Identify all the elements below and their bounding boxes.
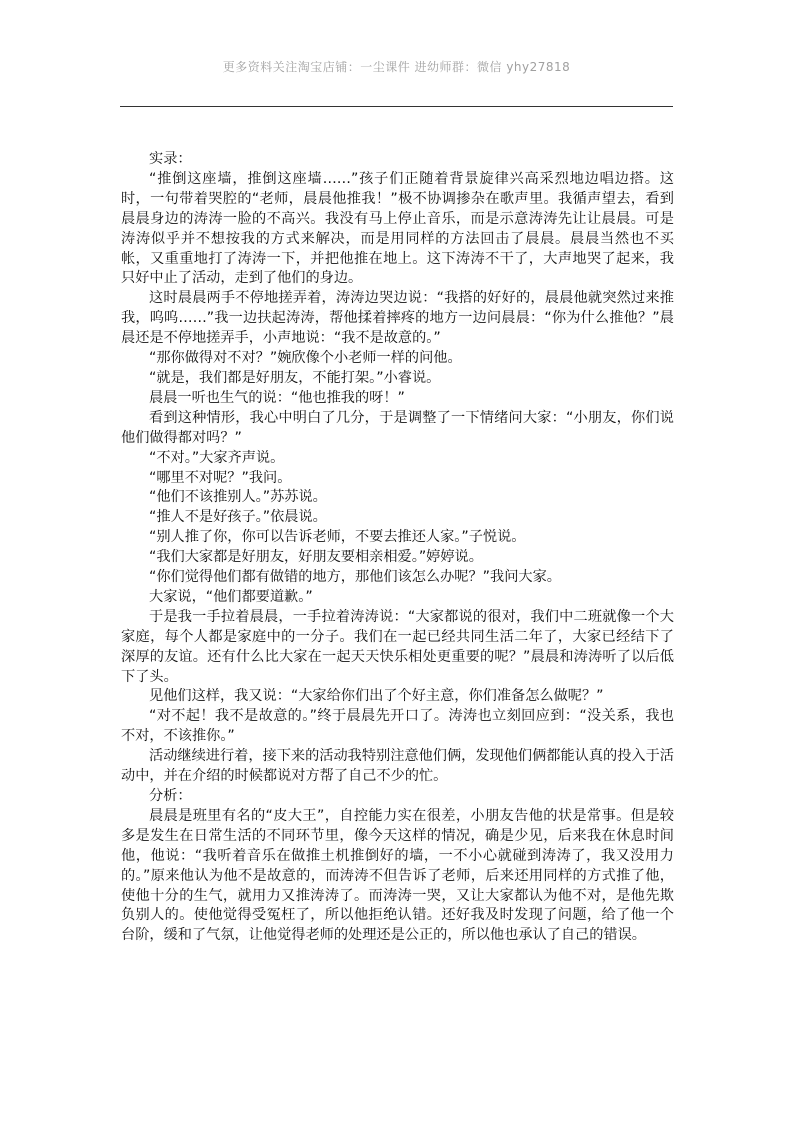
- paragraph: 晨晨一听也生气的说：“他也推我的呀！”: [149, 389, 405, 406]
- header-note: 更多资料关注淘宝店铺：一尘课件 进幼师群：微信 yhy27818: [222, 60, 571, 74]
- paragraph: “我们大家都是好朋友，好朋友要相亲相爱。”婷婷说。: [149, 549, 483, 566]
- paragraph: “别人推了你，你可以告诉老师，不要去推还人家。”子悦说。: [149, 529, 526, 546]
- paragraph: “推倒这座墙，推倒这座墙……”孩子们正随着背景旋律兴高采烈地边唱边搭。这时，一句带着哭腔的“老师，晨晨他推我！”极不协调掺杂在歌声里。我循声望去，看到晨晨身边的涛涛一脸的不高兴。我没有马上停止音乐，而是示意涛涛先让让晨晨。可是涛涛似乎并不想按我的方式来解决，而是用同样的方法回击了晨晨。晨晨当然也不买帐，又重重地打了涛涛一下，并把他推在地上。这下涛涛不干了，大声地哭了起来，我只好中止了活动，走到了他们的身边。: [121, 170, 674, 287]
- paragraph: “不对。”大家齐声说。: [149, 449, 285, 466]
- paragraph: “就是，我们都是好朋友，不能打架。”小睿说。: [149, 369, 441, 386]
- paragraph: “你们觉得他们都有做错的地方，那他们该怎么办呢？”我问大家。: [149, 569, 561, 586]
- paragraph: 这时晨晨两手不停地搓弄着，涛涛边哭边说：“我搭的好好的，晨晨他就突然过来推我，呜呜……”我一边扶起涛涛，帮他揉着摔疼的地方一边问晨晨：“你为什么推他？”晨晨还是不停地搓弄手，小声地说：“我不是故意的。”: [121, 290, 674, 347]
- paragraph: “对不起！我不是故意的。”终于晨晨先开口了。涛涛也立刻回应到：“没关系，我也不对，不该推你。”: [121, 708, 674, 745]
- paragraph: “那你做得对不对？”婉欣像个小老师一样的问他。: [149, 350, 462, 367]
- paragraph: 于是我一手拉着晨晨，一手拉着涛涛说：“大家都说的很对，我们中二班就像一个大家庭，每个人都是家庭中的一分子。我们在一起已经共同生活二年了，大家已经结下了深厚的友谊。还有什么比大家在一起天天快乐相处更重要的呢？”晨晨和涛涛听了以后低下了头。: [121, 608, 674, 685]
- paragraph: 见他们这样，我又说：“大家给你们出了个好主意，你们准备怎么做呢？”: [149, 688, 604, 705]
- paragraph: “他们不该推别人。”苏苏说。: [149, 489, 327, 506]
- paragraph-section-label-record: 实录：: [149, 151, 192, 167]
- paragraph: 活动继续进行着，接下来的活动我特别注意他们俩，发现他们俩都能认真的投入于活动中，并在介绍的时候都说对方帮了自己不少的忙。: [121, 748, 674, 785]
- paragraph-section-label-analysis: 分析：: [149, 788, 192, 804]
- paragraph: “哪里不对呢？”我问。: [149, 469, 292, 486]
- header-divider: [120, 106, 673, 107]
- paragraph: “推人不是好孩子。”依晨说。: [149, 509, 327, 526]
- document-body: [121, 150, 674, 946]
- paragraph: 看到这种情形，我心中明白了几分，于是调整了一下情绪问大家：“小朋友，你们说他们做得都对吗？”: [121, 409, 674, 446]
- paragraph: 大家说，“他们都要道歉。”: [149, 588, 313, 605]
- paragraph: 晨晨是班里有名的“皮大王”，自控能力实在很差，小朋友告他的状是常事。但是较多是发生在日常生活的不同环节里，像今天这样的情况，确是少见，后来我在休息时间他，他说：“我听着音乐在做推土机推倒好的墙，一不小心就碰到涛涛了，我又没用力的。”原来他认为他不是故意的，而涛涛不但告诉了老师，后来还用同样的方式推了他，使他十分的生气，就用力又推涛涛了。而涛涛一哭，又让大家都认为他不对，是他先欺负别人的。使他觉得受冤枉了，所以他拒绝认错。还好我及时发现了问题，给了他一个台阶，缓和了气氛，让他觉得老师的处理还是公正的，所以他也承认了自己的错误。: [121, 807, 674, 944]
